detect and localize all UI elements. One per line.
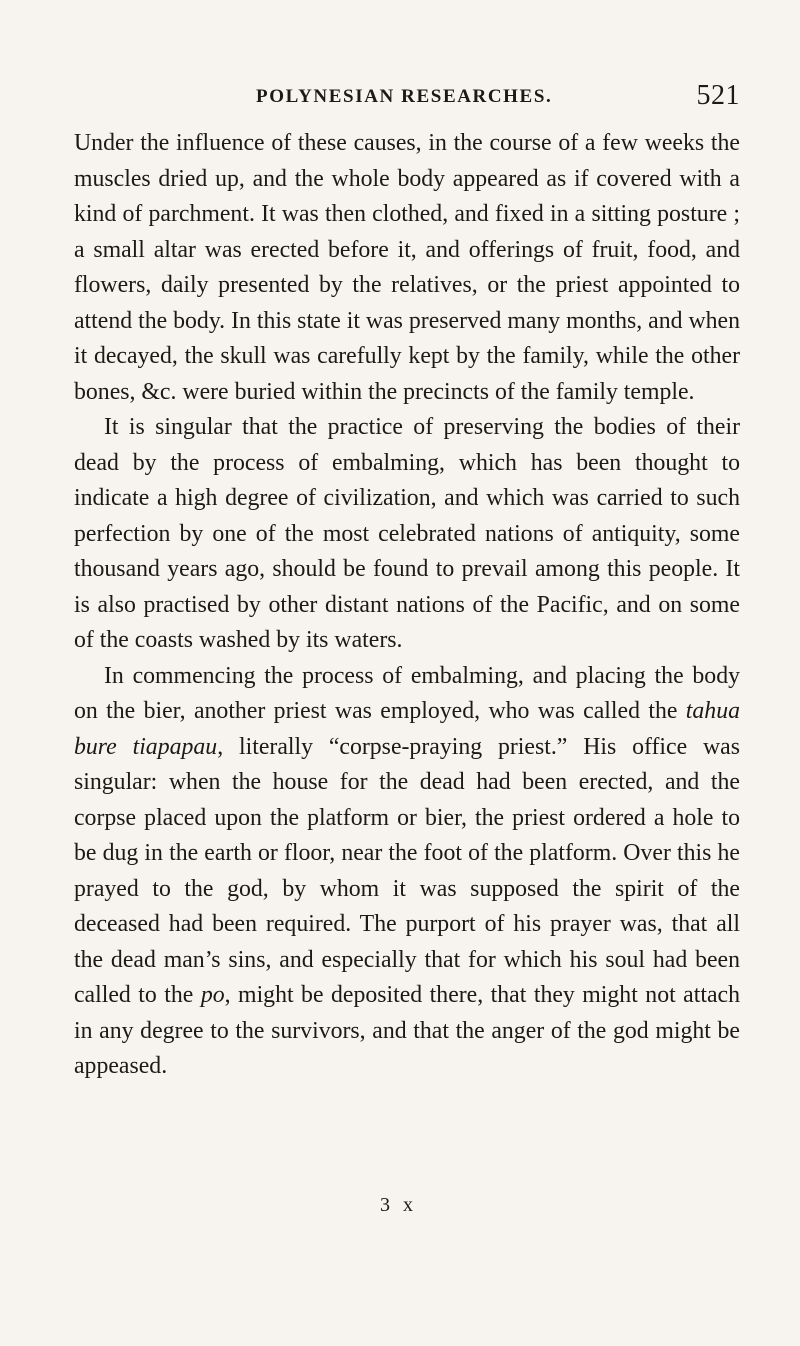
paragraph-3-text-c: , might be deposited there, that they might not attach in any degree to the survivors, and that the anger of the god might be appeased. <box>74 982 740 1079</box>
paragraph-1-text: Under the influence of these causes, in the course of a few weeks the muscles dried up, and the whole body appeared as if covered with a kind of parchment. It was then clothed, and fixed in a sitting posture ; a small altar was erected before it, and offerings of fruit, food, and flowers, daily presented by the relatives, or the priest appointed to attend the body. In this state it was preserved many months, and when it decayed, the skull was carefully kept by the family, while the other bones, &c. were buried within the precincts of the family temple. <box>74 130 740 405</box>
paragraph-3 <box>74 659 740 1085</box>
signature-mark: 3 x <box>380 1194 417 1216</box>
paragraph-1 <box>74 126 740 410</box>
page-number: 521 <box>696 80 740 111</box>
paragraph-2-text: It is singular that the practice of preserving the bodies of their dead by the process of embalming, which has been thought to indicate a high degree of civilization, and which was carried to such perfection by one of the most celebrated nations of antiquity, some thousand years ago, should be found to prevail among this people. It is also practised by other distant nations of the Pacific, and on some of the coasts washed by its waters. <box>74 414 740 653</box>
foreign-term-po: po <box>200 982 225 1008</box>
running-head <box>256 80 740 114</box>
body-text <box>74 126 740 1085</box>
paragraph-3-text-b: , literally “corpse-praying priest.” His office was singular: when the house for the dead had been erected, and the corpse placed upon the platform or bier, the priest ordered a hole to be dug in the earth or floor, near the foot of the platform. Over this he prayed to the god, by whom it was supposed the spirit of the deceased had been required. The purport of his prayer was, that all the dead man’s sins, and especially that for which his soul had been called to the <box>74 733 740 1008</box>
running-title: POLYNESIAN RESEARCHES. <box>256 86 553 107</box>
paragraph-3-text-a: In commencing the process of embalming, and placing the body on the bier, another priest was employed, who was called the <box>74 662 740 724</box>
paragraph-2 <box>74 410 740 659</box>
foreign-term-tahua: tahua bure tiapapau <box>74 698 740 760</box>
